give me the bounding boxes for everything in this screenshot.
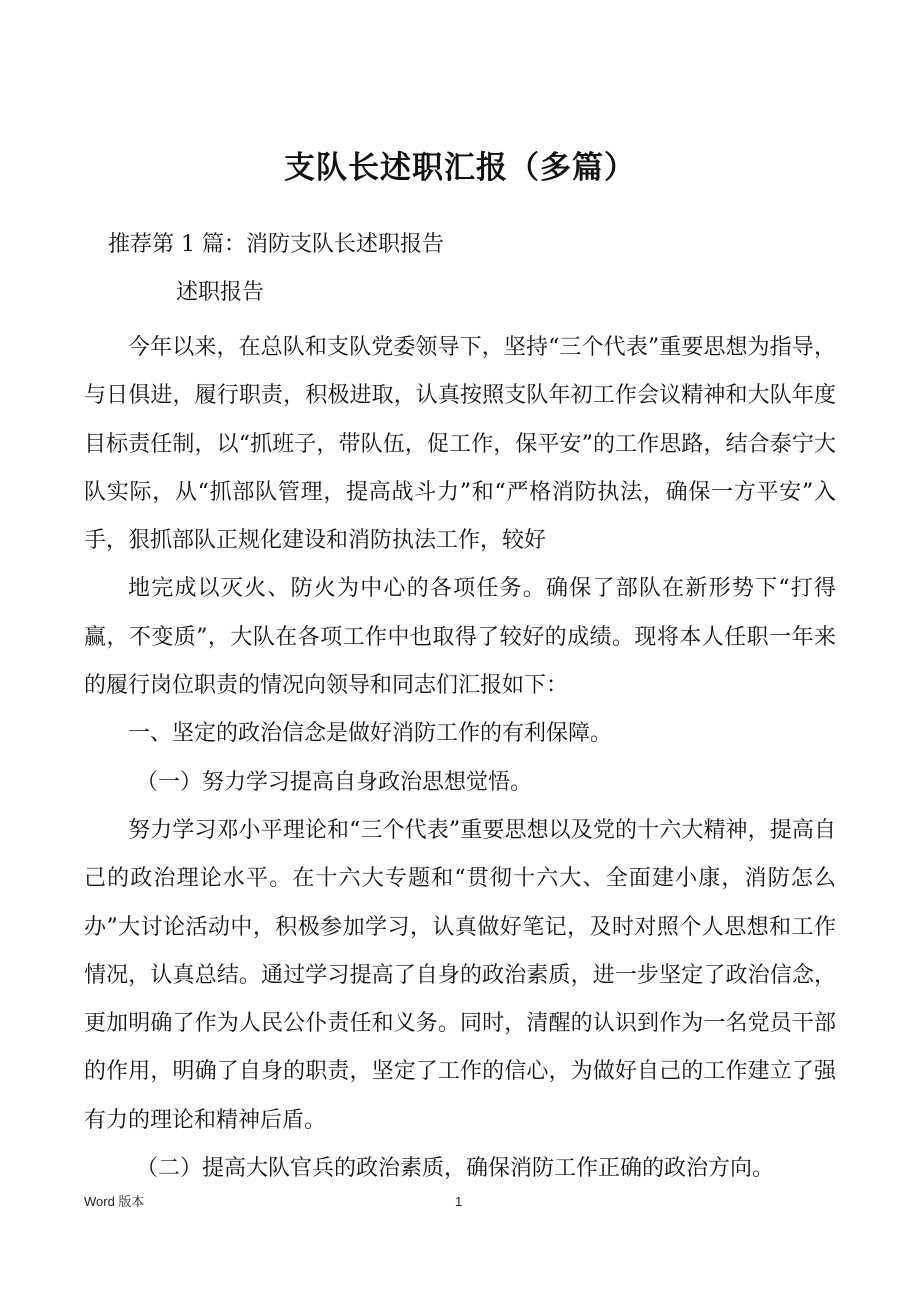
report-heading: 述职报告 xyxy=(176,280,265,305)
section-heading: 推荐第 1 篇：消防支队长述职报告 xyxy=(108,232,444,257)
paragraph: 地完成以灭火、防火为中心的各项任务。确保了部队在新形势下“打得赢，不变质”，大队在各项工作中也取得了较好的成绩。现将本人任职一年来的履行岗位职责的情况向领导和同志们汇报如下： xyxy=(84,576,836,699)
paragraph: 今年以来，在总队和支队党委领导下，坚持“三个代表”重要思想为指导，与日俱进，履行职责，积极进取，认真按照支队年初工作会议精神和大队年度目标责任制，以“抓班子，带队伍，促工作，保平安”的工作思路，结合泰宁大队实际，从“抓部队管理，提高战斗力”和“严格消防执法，确保一方平安”入手，狠抓部队正规化建设和消防执法工作，较好 xyxy=(84,335,836,554)
document-title: 支队长述职汇报（多篇） xyxy=(284,150,636,186)
subsection-heading-2: （二）提高大队官兵的政治素质，确保消防工作正确的政治方向。 xyxy=(136,1156,775,1182)
section-heading-1: 一、坚定的政治信念是做好消防工作的有利保障。 xyxy=(128,721,613,747)
paragraph: 努力学习邓小平理论和“三个代表”重要思想以及党的十六大精神，提高自己的政治理论水平。在十六大专题和“贯彻十六大、全面建小康，消防怎么办”大讨论活动中，积极参加学习，认真做好笔记，及时对照个人思想和工作情况，认真总结。通过学习提高了自身的政治素质，进一步坚定了政治信念，更加明确了作为人民公仆责任和义务。同时，清醒的认识到作为一名党员干部的作用，明确了自身的职责，坚定了工作的信心，为做好自己的工作建立了强有力的理论和精神后盾。 xyxy=(84,817,836,1133)
subsection-heading-1: （一）努力学习提高自身政治思想觉悟。 xyxy=(136,769,533,795)
footer-label: Word 版本 xyxy=(84,1194,145,1209)
document-body xyxy=(84,324,836,1193)
page-number: 1 xyxy=(455,1194,463,1209)
